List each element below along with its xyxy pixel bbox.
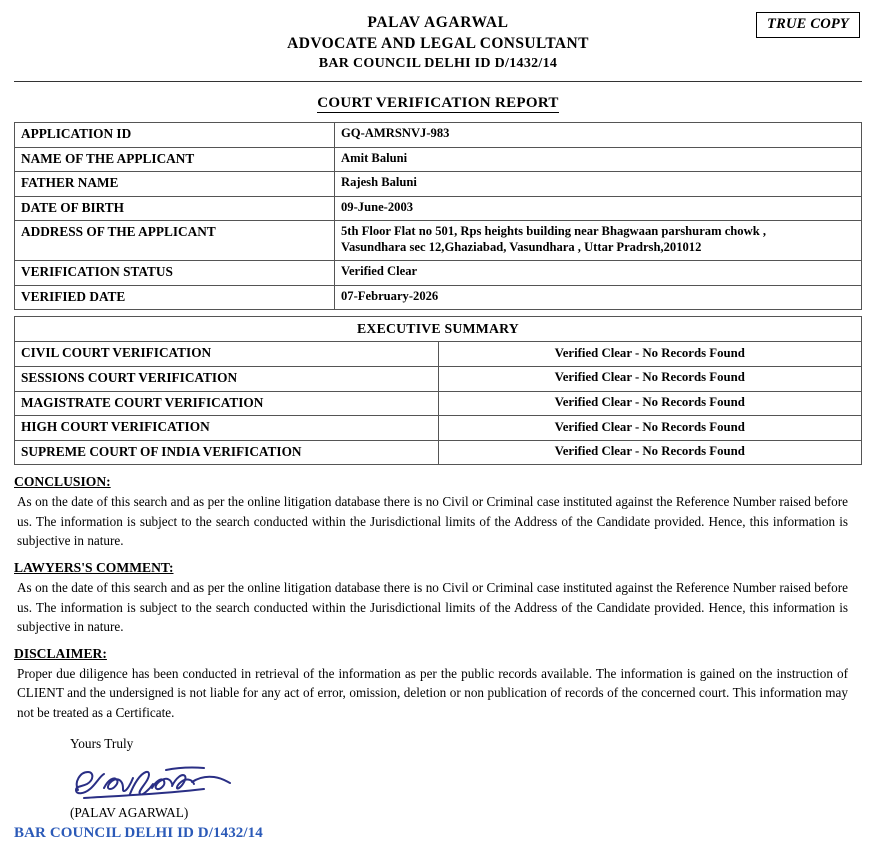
row-value-address	[335, 221, 862, 260]
row-value: Rajesh Baluni	[335, 172, 862, 197]
row-result: Verified Clear - No Records Found	[438, 391, 862, 416]
conclusion-section	[14, 474, 862, 551]
row-value: Amit Baluni	[335, 147, 862, 172]
row-value: GQ-AMRSNVJ-983	[335, 123, 862, 148]
conclusion-title: CONCLUSION:	[14, 474, 111, 490]
row-value: Verified Clear	[335, 260, 862, 285]
lawyers-comment-body: As on the date of this search and as per the online litigation database there is no Civil or Criminal case instituted against the Reference Number raised before us. The information is subject to the search conducted within the Jurisdictional limits of the Address of the Candidate provided. Hence, this information is subjective in nature.	[17, 580, 848, 635]
row-label: MAGISTRATE COURT VERIFICATION	[15, 391, 439, 416]
closing-text: Yours Truly	[70, 736, 134, 752]
row-label: VERIFICATION STATUS	[15, 260, 335, 285]
page-title	[14, 95, 862, 112]
row-label: APPLICATION ID	[15, 123, 335, 148]
signature-block	[14, 736, 862, 821]
row-value: 09-June-2003	[335, 196, 862, 221]
footer-bar-council-id: BAR COUNCIL DELHI ID D/1432/14	[14, 825, 263, 842]
row-label: VERIFIED DATE	[15, 285, 335, 310]
table-row	[15, 391, 862, 416]
table-row	[15, 147, 862, 172]
table-row	[15, 260, 862, 285]
table-row	[15, 342, 862, 367]
disclaimer-section	[14, 646, 862, 723]
advocate-bar-council-id: BAR COUNCIL DELHI ID D/1432/14	[318, 56, 558, 71]
row-result: Verified Clear - No Records Found	[438, 416, 862, 441]
row-value: 07-February-2026	[335, 285, 862, 310]
table-row	[15, 196, 862, 221]
executive-summary-table	[14, 316, 862, 465]
true-copy-label: TRUE COPY	[767, 16, 849, 32]
row-label: DATE OF BIRTH	[15, 196, 335, 221]
lawyers-comment-section	[14, 560, 862, 637]
table-row	[15, 123, 862, 148]
disclaimer-body: Proper due diligence has been conducted in retrieval of the information as per the public records available. The information is gained on the instruction of CLIENT and the undersigned is not liable for any act of error, omission, deletion or non publication of records of the concerned court. This information may not be treated as a Certificate.	[17, 665, 848, 720]
address-line-1: 5th Floor Flat no 501, Rps heights building near Bhagwaan parshuram chowk ,	[341, 224, 767, 239]
row-result: Verified Clear - No Records Found	[438, 366, 862, 391]
executive-summary-heading: EXECUTIVE SUMMARY	[15, 317, 862, 342]
table-row	[15, 285, 862, 310]
advocate-designation: ADVOCATE AND LEGAL CONSULTANT	[287, 35, 589, 52]
row-result: Verified Clear - No Records Found	[438, 342, 862, 367]
conclusion-body: As on the date of this search and as per the online litigation database there is no Civil or Criminal case instituted against the Reference Number raised before us. The information is subject to the search conducted within the Jurisdictional limits of the Address of the Candidate provided. Hence, this information is subjective in nature.	[17, 494, 848, 549]
executive-summary-section	[14, 316, 862, 465]
table-row	[15, 172, 862, 197]
signatory-name: (PALAV AGARWAL)	[70, 805, 189, 821]
table-row	[15, 221, 862, 260]
advocate-name: PALAV AGARWAL	[367, 14, 509, 31]
true-copy-stamp	[756, 12, 860, 38]
row-label: HIGH COURT VERIFICATION	[15, 416, 439, 441]
row-label: SESSIONS COURT VERIFICATION	[15, 366, 439, 391]
row-label: NAME OF THE APPLICANT	[15, 147, 335, 172]
table-row	[15, 416, 862, 441]
address-line-2: Vasundhara sec 12,Ghaziabad, Vasundhara , Uttar Pradrsh,201012	[341, 240, 702, 255]
table-row	[15, 366, 862, 391]
lawyers-comment-title: LAWYERS'S COMMENT:	[14, 560, 174, 575]
row-label: CIVIL COURT VERIFICATION	[15, 342, 439, 367]
row-label: FATHER NAME	[15, 172, 335, 197]
table-header-row	[15, 317, 862, 342]
applicant-details-table	[14, 122, 862, 310]
row-label: ADDRESS OF THE APPLICANT	[15, 221, 335, 260]
letterhead	[14, 0, 862, 72]
table-row	[15, 440, 862, 465]
handwritten-signature-icon	[54, 756, 254, 804]
disclaimer-title: DISCLAIMER:	[14, 645, 107, 661]
page-title-text: COURT VERIFICATION REPORT	[317, 95, 559, 111]
row-label: SUPREME COURT OF INDIA VERIFICATION	[15, 440, 439, 465]
header-divider	[14, 81, 862, 82]
row-result: Verified Clear - No Records Found	[438, 440, 862, 465]
